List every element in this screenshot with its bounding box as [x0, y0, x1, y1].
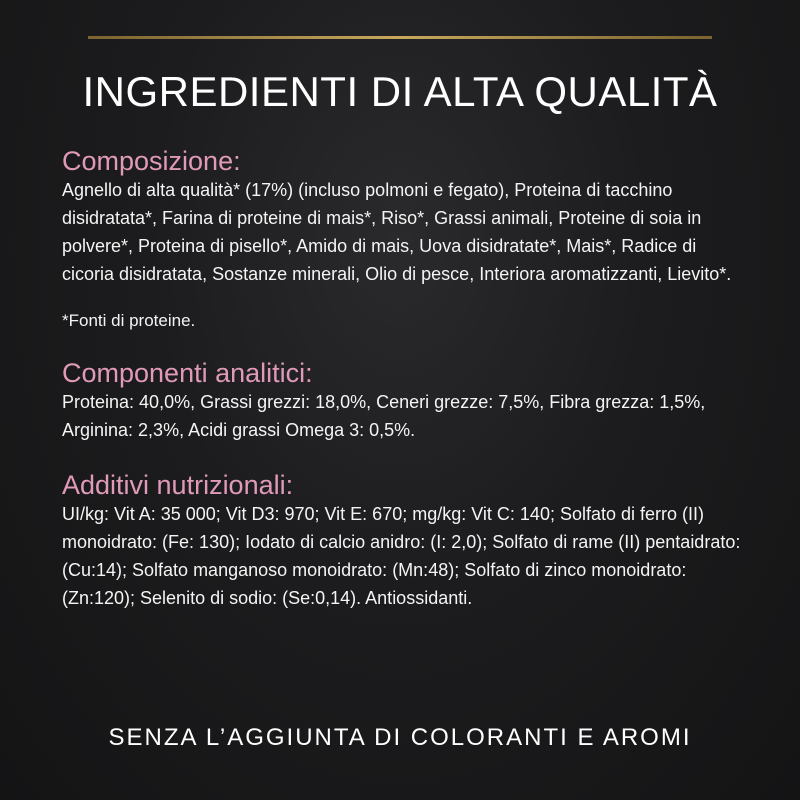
analytical-title: Componenti analitici: — [62, 358, 313, 388]
ingredients-content — [62, 146, 752, 612]
analytical-text: Proteina: 40,0%, Grassi grezzi: 18,0%, Ceneri grezze: 7,5%, Fibra grezza: 1,5%, Arginina: 2,3%, Acidi grassi Omega 3: 0,5%. — [62, 392, 706, 440]
additives-title: Additivi nutrizionali: — [62, 470, 294, 500]
composition-title: Composizione: — [62, 146, 241, 176]
protein-footnote: *Fonti di proteine. — [62, 311, 196, 330]
additives-section — [62, 470, 752, 612]
analytical-section — [62, 358, 752, 444]
composition-section — [62, 146, 752, 288]
composition-text: Agnello di alta qualità* (17%) (incluso polmoni e fegato), Proteina di tacchino disidratata*, Farina di proteine di mais*, Riso*, Grassi animali, Proteine di soia in polvere*, Proteina di pisello*, Amido di mais, Uova disidratate*, Mais*, Radice di cicoria disidratata, Sostanze minerali, Olio di pesce, Interiora aromatizzanti, Lievito*. — [62, 180, 732, 284]
no-additives-tagline: SENZA L’AGGIUNTA DI COLORANTI E AROMI — [108, 724, 692, 751]
additives-text: UI/kg: Vit A: 35 000; Vit D3: 970; Vit E: 670; mg/kg: Vit C: 140; Solfato di ferro (II) monoidrato: (Fe: 130); Iodato di calcio anidro: (I: 2,0); Solfato di rame (II) pentaidrato: (Cu:14); Solfato manganoso monoidrato: (Mn:48); Solfato di zinco monoidrato: (Zn:120); Selenito di sodio: (Se:0,14). Antiossidanti. — [62, 504, 741, 608]
page-headline: INGREDIENTI DI ALTA QUALITÀ — [82, 68, 718, 115]
gold-divider-line — [88, 36, 712, 39]
